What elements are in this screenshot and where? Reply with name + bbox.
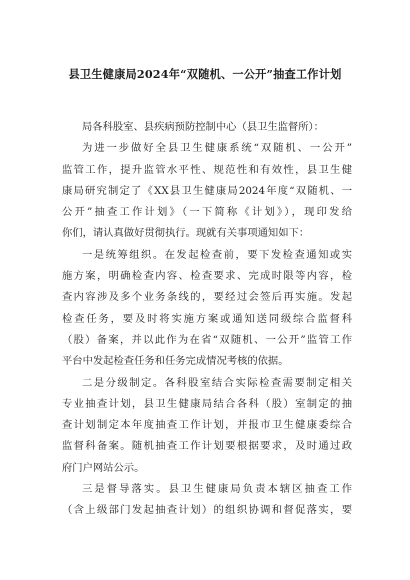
body-line: （含上级部门发起抽查计划）的组织协调和督促落实，要 [62, 504, 352, 517]
body-line: 施方案，明确检查内容、检查要求、完成时限等内容，检 [62, 270, 352, 283]
body-line: 专业抽查计划，县卫生健康局结合各科（股）室制定的抽 [62, 397, 352, 410]
body-line: 局各科股室、县疾病预防控制中心（县卫生监督所）： [82, 121, 324, 133]
body-line: 一是统筹组织。在发起检查前，要下发检查通知或实 [82, 248, 352, 261]
document-body [62, 117, 352, 522]
body-line: 三是督导落实。县卫生健康局负责本辖区抽查工作 [82, 483, 352, 496]
body-line: 平台中发起检查任务和任务完成情况考核的依据。 [62, 355, 289, 368]
body-line: 查计划制定本年度抽查工作计划，并报市卫生健康委综合 [62, 419, 352, 432]
body-line: 你们，请认真做好贯彻执行。现就有关事项通知如下： [62, 227, 310, 240]
document-title: 县卫生健康局2024年“双随机、一公开”抽查工作计划 [68, 67, 342, 81]
body-line: 为进一步做好全县卫生健康系统“双随机、一公开” [82, 142, 352, 155]
body-line: 康局研究制定了《XX县卫生健康局2024年度“双随机、一 [62, 184, 352, 197]
body-line: 二是分级制定。各科股室结合实际检查需要制定相关 [82, 376, 352, 389]
body-line: 公开”抽查工作计划》（一下简称《计划》），现印发给 [62, 206, 352, 219]
body-line: 检查任务，要及时将实施方案或通知送同级综合监督科 [62, 312, 352, 325]
body-line: 查内容涉及多个业务条线的，要经过会签后再实施。发起 [62, 291, 352, 304]
body-line: 府门户网站公示。 [62, 461, 145, 474]
body-line: 监督科备案。随机抽查工作计划要根据要求，及时通过政 [62, 440, 352, 453]
body-line: （股）备案，并以此作为在省“双随机、一公开”监管工作 [62, 333, 352, 346]
body-line: 监管工作，提升监管水平性、规范性和有效性，县卫生健 [62, 163, 352, 176]
